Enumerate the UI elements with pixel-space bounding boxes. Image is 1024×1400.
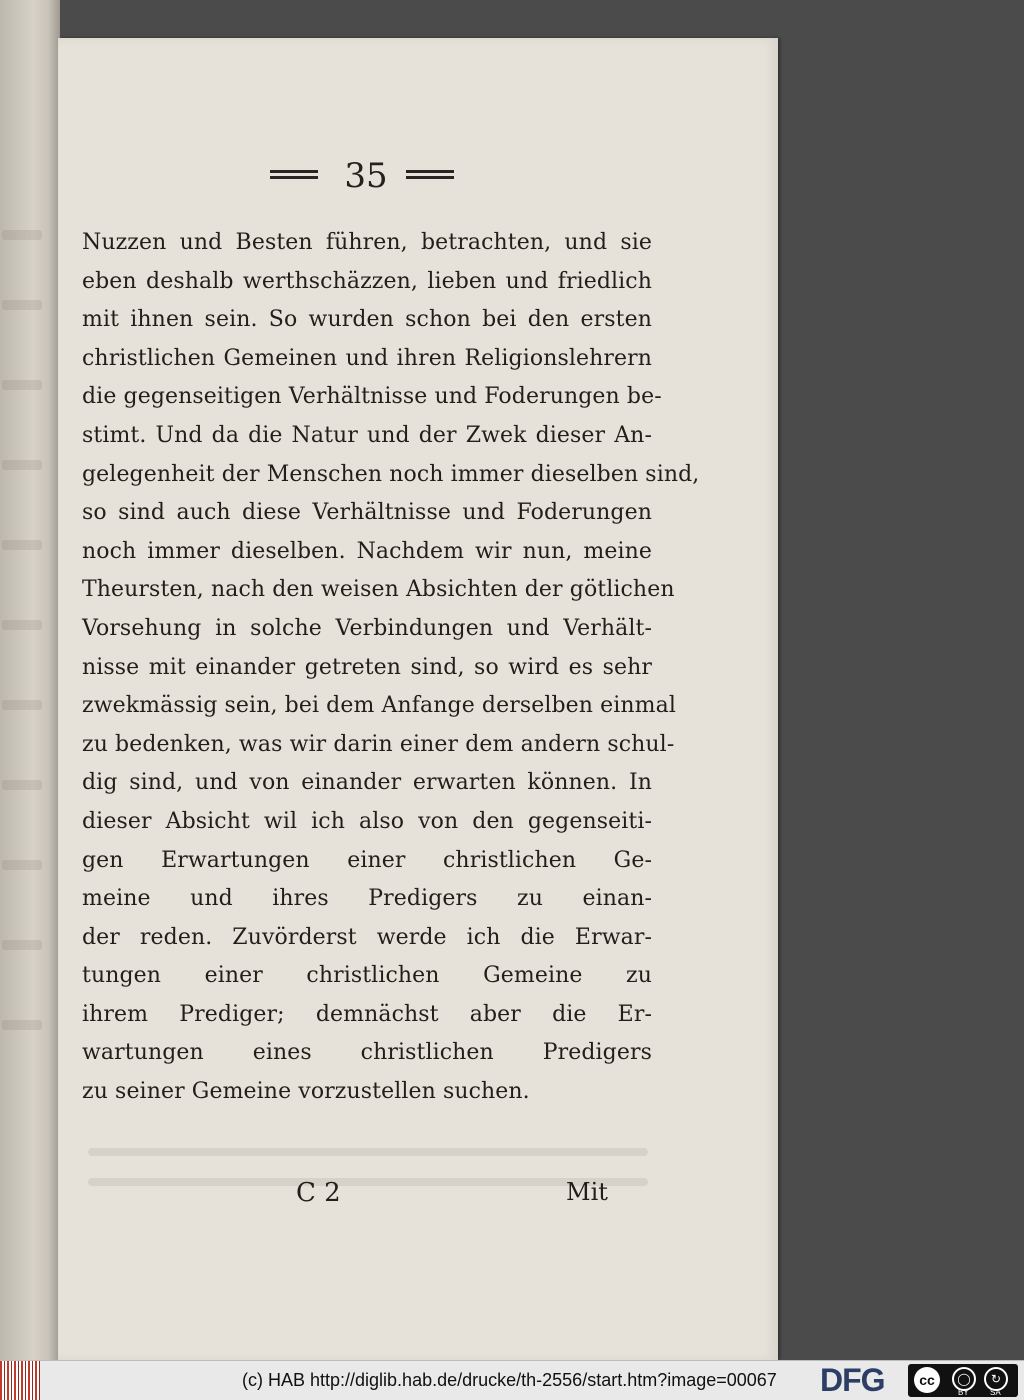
text-line: gen Erwartungen einer christlichen Ge- — [82, 847, 652, 873]
by-label: BY — [958, 1388, 969, 1397]
text-line: gelegenheit der Menschen noch immer dieselben sind, — [82, 461, 700, 487]
sa-label: SA — [990, 1388, 1001, 1397]
ghost-text — [2, 380, 42, 390]
ghost-text — [2, 620, 42, 630]
text-line: eben deshalb werthschäzzen, lieben und friedlich — [82, 268, 652, 294]
hab-logo-icon[interactable] — [0, 1361, 40, 1400]
ghost-text — [2, 460, 42, 470]
text-line: meine und ihres Predigers zu einan- — [82, 886, 652, 912]
text-line: noch immer dieselben. Nachdem wir nun, meine — [82, 538, 652, 564]
text-line: Nuzzen und Besten führen, betrachten, und sie — [82, 230, 652, 255]
text-line: zu bedenken, was wir darin einer dem andern schul- — [82, 731, 675, 757]
text-line: so sind auch diese Verhältnisse und Foderungen — [82, 500, 652, 526]
previous-page-edge — [0, 0, 60, 1360]
sa-icon: ↻ — [984, 1367, 1008, 1391]
ghost-text — [2, 1020, 42, 1030]
license-badge[interactable] — [908, 1364, 1018, 1397]
header-rule-right — [406, 170, 454, 180]
text-line: der reden. Zuvörderst werde ich die Erwar- — [82, 924, 652, 950]
text-line: die gegenseitigen Verhältnisse und Foderungen be- — [82, 384, 662, 410]
page-number: 35 — [344, 156, 388, 196]
footer-bar — [0, 1360, 1024, 1400]
by-icon: ◯ — [952, 1367, 976, 1391]
text-line: mit ihnen sein. So wurden schon bei den ersten — [82, 307, 652, 333]
text-line: stimt. Und da die Natur und der Zwek dieser An- — [82, 422, 652, 448]
dfg-logo[interactable]: DFG — [820, 1362, 885, 1398]
ghost-text — [2, 230, 42, 240]
show-through — [88, 1148, 648, 1208]
text-line: nisse mit einander getreten sind, so wird es sehr — [82, 654, 652, 680]
text-line: wartungen eines christlichen Predigers — [82, 1040, 652, 1066]
text-line: Vorsehung in solche Verbindungen und Verhält- — [82, 615, 652, 641]
text-line: christlichen Gemeinen und ihren Religionslehrern — [82, 345, 652, 371]
ghost-text — [2, 860, 42, 870]
text-line: tungen einer christlichen Gemeine zu — [82, 963, 652, 989]
text-line: ihrem Prediger; demnächst aber die Er- — [82, 1001, 652, 1027]
text-line: zwekmässig sein, bei dem Anfange derselben einmal — [82, 693, 676, 719]
text-line: dieser Absicht wil ich also von den gegenseiti- — [82, 808, 652, 834]
ghost-text — [2, 940, 42, 950]
ghost-text — [2, 300, 42, 310]
book-page — [58, 38, 778, 1360]
header-rule-left — [270, 170, 318, 180]
ghost-text — [2, 780, 42, 790]
ghost-text — [2, 540, 42, 550]
text-line: dig sind, und von einander erwarten können. In — [82, 770, 652, 796]
ghost-text — [2, 700, 42, 710]
text-line: zu seiner Gemeine vorzustellen suchen. — [82, 1079, 530, 1105]
page-header — [58, 156, 778, 196]
catchword: Mit — [566, 1178, 608, 1206]
text-line: Theursten, nach den weisen Absichten der götlichen — [82, 577, 675, 603]
body-text — [82, 224, 700, 1112]
cc-icon: cc — [914, 1367, 940, 1393]
signature-mark: C 2 — [296, 1178, 341, 1208]
citation-link[interactable]: (c) HAB http://diglib.hab.de/drucke/th-2556/start.htm?image=00067 — [242, 1370, 777, 1390]
